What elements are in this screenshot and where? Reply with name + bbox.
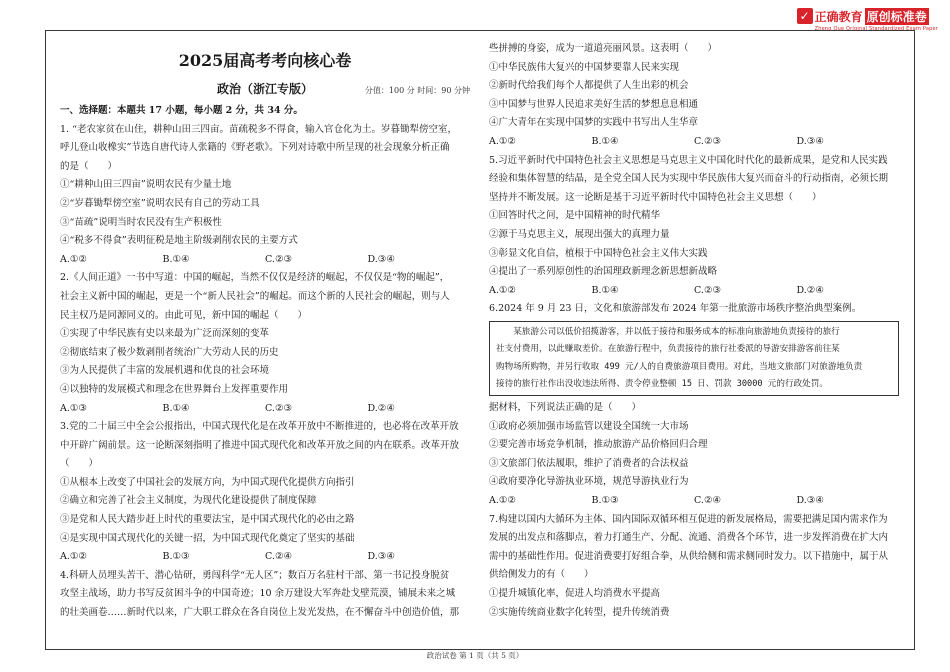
check-icon: ✓ [797,8,813,24]
option-line: ④政府要净化导游执业环境，规范导游执业行为 [489,476,689,488]
question-line: 社会主义新中国的崛起，更是一个“新人民社会”的崛起。而这个新的人民社会的崛起，则与人 [60,290,450,302]
choice-b: B.①③ [591,495,619,507]
logo-slogan: 原创标准卷 [866,10,927,24]
option-line: ④是实现中国式现代化的关键一招，为中国式现代化奠定了坚实的基础 [60,532,355,544]
question-1 [60,121,470,270]
question-line: （ ） [60,458,99,470]
answer-choices [60,548,470,567]
choice-c: C.②③ [694,135,721,147]
question-line: 2.《人间正道》一书中写道：中国的崛起，当然不仅仅是经济的崛起，不仅仅是“物的崛起”， [60,272,450,284]
option-line: ③彰显文化自信，植根于中国特色社会主义伟大实践 [489,247,708,259]
question-line: 6.2024 年 9 月 23 日，文化和旅游部发布 2024 年第一批旅游市场秩序整治典型案例。 [489,303,862,315]
question-line: 需中的基础性作用。促进消费要打好组合拳，从供给侧和需求侧同时发力。以下措施中，属于从 [489,550,889,562]
choice-d: D.③④ [796,495,824,507]
option-line: ①政府必须加强市场监管以建设全国统一大市场 [489,420,689,432]
answer-choices [60,400,470,419]
option-line: ②新时代给我们每个人都提供了人生出彩的机会 [489,80,689,92]
option-line: ④广大青年在实现中国梦的实践中书写出人生华章 [489,117,699,129]
choice-c: C.②④ [694,495,721,507]
option-line: ①实现了中华民族有史以来最为广泛而深刻的变革 [60,328,270,340]
choice-c: C.②④ [265,551,292,563]
choice-b: B.①④ [162,402,190,414]
question-line: 4.科研人员埋头苦干、潜心钻研，勇闯科学“无人区”；数百万名驻村干部、第一书记投身脱贫 [60,569,450,581]
question-line: 攻坚主战场，助力书写反贫困斗争的中国奇迹；10 余万建设大军奔赴戈壁荒漠，铺展未来之城 [60,588,456,600]
option-line: ③为人民提供了丰富的发展机遇和优良的社会环境 [60,365,270,377]
case-material-box [489,321,899,396]
option-line: ①提升城镇化率，促进人均消费水平提高 [489,588,661,600]
answer-choices [489,492,899,511]
answer-choices [60,251,470,270]
question-5 [489,152,899,301]
choice-d: D.②④ [796,284,824,296]
answer-choices [489,282,899,301]
option-line: ①“耕种山田三四亩”说明农民有少量土地 [60,179,232,191]
option-line: ③中国梦与世界人民追求美好生活的梦想息息相通 [489,98,699,110]
option-line: ④以独特的发展模式和理念在世界舞台上发挥重要作用 [60,383,289,395]
choice-a: A.①③ [60,402,87,414]
question-line: 些拼搏的身姿，成为一道道亮丽风景。这表明（ ） [489,43,718,54]
score-time: 分值：100 分 时间：90 分钟 [364,86,470,95]
option-line: ②确立和完善了社会主义制度，为现代化建设提供了制度保障 [60,495,317,507]
choice-a: A.①② [489,135,516,147]
option-line: ①中华民族伟大复兴的中国梦要靠人民来实现 [489,61,680,73]
option-line: ②源于马克思主义，展现出强大的真理力量 [489,228,670,240]
choice-b: B.①④ [591,135,619,147]
subject-name: 政治（浙江专版） [216,82,313,96]
section-heading: 一、选择题：本题共 17 小题，每小题 2 分，共 34 分。 [60,105,303,116]
question-line: 发展的出发点和落脚点，着力打通生产、分配、流通、消费各个环节，进一步发挥消费在扩大内 [489,532,889,544]
choice-c: C.②③ [694,284,721,296]
material-line: 某旅游公司以低价招揽游客，并以低于接待和服务成本的标准向旅游地负责接待的旅行 [496,326,840,337]
material-line: 购物场所购物，并另行收取 499 元/人的自费旅游项目费用。对此，当地文旅部门对旅游地负责 [496,361,863,372]
choice-a: A.①② [60,551,87,563]
option-line: ②要完善市场竞争机制，推动旅游产品价格回归合理 [489,439,708,451]
question-line: 7.构建以国内大循环为主体、国内国际双循环相互促进的新发展格局，需要把满足国内需求作为 [489,513,888,525]
option-line: ④提出了一系列原创性的治国理政新理念新思想新战略 [489,266,718,278]
publisher-logo [797,8,938,32]
question-line: 的壮美画卷……新时代以来，广大职工群众在各自岗位上发光发热，在不懈奋斗中创造价值，那 [60,607,460,619]
question-line: 的是（ ） [60,160,118,172]
question-line: 供给侧发力的有（ ） [489,569,594,581]
question-6 [489,300,899,510]
question-line: 据材料，下列说法正确的是（ ） [489,402,642,414]
choice-b: B.①④ [162,253,190,265]
choice-a: A.①② [60,253,87,265]
question-line: 经验和集体智慧的结晶，是全党全国人民为实现中华民族伟大复兴而奋斗的行动指南，必须长期 [489,173,889,185]
left-column [60,40,470,623]
question-line: 3.党的二十届三中全会公报指出，中国式现代化是在改革开放中不断推进的，也必将在改革开放 [60,421,459,433]
option-line: ③文旅部门依法履职，维护了消费者的合法权益 [489,457,689,469]
question-4 [60,567,470,623]
answer-choices [489,133,899,152]
option-line: ③是党和人民大踏步赶上时代的重要法宝，是中国式现代化的必由之路 [60,514,355,526]
exam-title: 2025届高考考向核心卷 [178,51,352,70]
choice-d: D.③④ [367,253,395,265]
option-line: ①回答时代之问，是中国精神的时代精华 [489,210,661,222]
question-4-continued [489,40,899,152]
option-line: ④“税多不得食”表明征税是地主阶级剥削农民的主要方式 [60,235,298,247]
page-footer: 政治试卷 第 1 页（共 5 页） [426,651,524,660]
right-column [489,40,899,622]
question-line: 呼儿登山收橡实”节选自唐代诗人张籍的《野老歌》。下列对诗歌中所呈现的社会现象分析正确 [60,142,450,154]
question-line: 1. “老农家贫在山住，耕种山田三四亩。苗疏税多不得食，输入官仓化为土。岁暮锄犁傍空室， [60,123,457,135]
option-line: ①从根本上改变了中国社会的发展方向，为中国式现代化提供方向指引 [60,476,355,488]
choice-b: B.①④ [591,284,619,296]
question-line: 中开辟广阔前景。这一论断深刻指明了推进中国式现代化和改革开放之间的内在联系。改革开放 [60,439,460,451]
option-line: ③“苗疏”说明当时农民没有生产积极性 [60,216,222,228]
choice-a: A.①② [489,284,516,296]
choice-b: B.①③ [162,551,190,563]
material-line: 社支付费用，以此赚取差价。在旅游行程中，负责接待的旅行社委派的导游安排游客前往某 [496,344,840,355]
choice-d: D.②④ [367,402,395,414]
question-3 [60,418,470,567]
logo-english: Zheng Que Original Standardized Exam Paper [814,26,938,32]
subject-line [60,80,470,100]
question-line: 坚持并不断发展。这一论断是基于习近平新时代中国特色社会主义思想（ ） [489,191,822,203]
choice-a: A.①② [489,495,516,507]
question-2 [60,269,470,418]
logo-brand: 正确教育 [814,10,863,24]
material-line: 接待的旅行社作出没收违法所得、责令停业整顿 15 日、罚款 30000 元的行政处罚。 [496,378,828,389]
question-line: 5.习近平新时代中国特色社会主义思想是马克思主义中国化时代化的最新成果，是党和人民实践 [489,154,888,166]
choice-c: C.②③ [265,402,292,414]
choice-d: D.③④ [796,135,824,147]
question-7 [489,511,899,623]
option-line: ②“岁暮锄犁傍空室”说明农民有自己的劳动工具 [60,197,260,209]
question-line: 民主权乃是同源同义的。由此可见，新中国的崛起（ ） [60,309,308,321]
choice-c: C.②③ [265,253,292,265]
option-line: ②彻底结束了极少数剥削者统治广大劳动人民的历史 [60,346,279,358]
option-line: ②实施传统商业数字化转型，提升传统消费 [489,606,670,618]
choice-d: D.③④ [367,551,395,563]
